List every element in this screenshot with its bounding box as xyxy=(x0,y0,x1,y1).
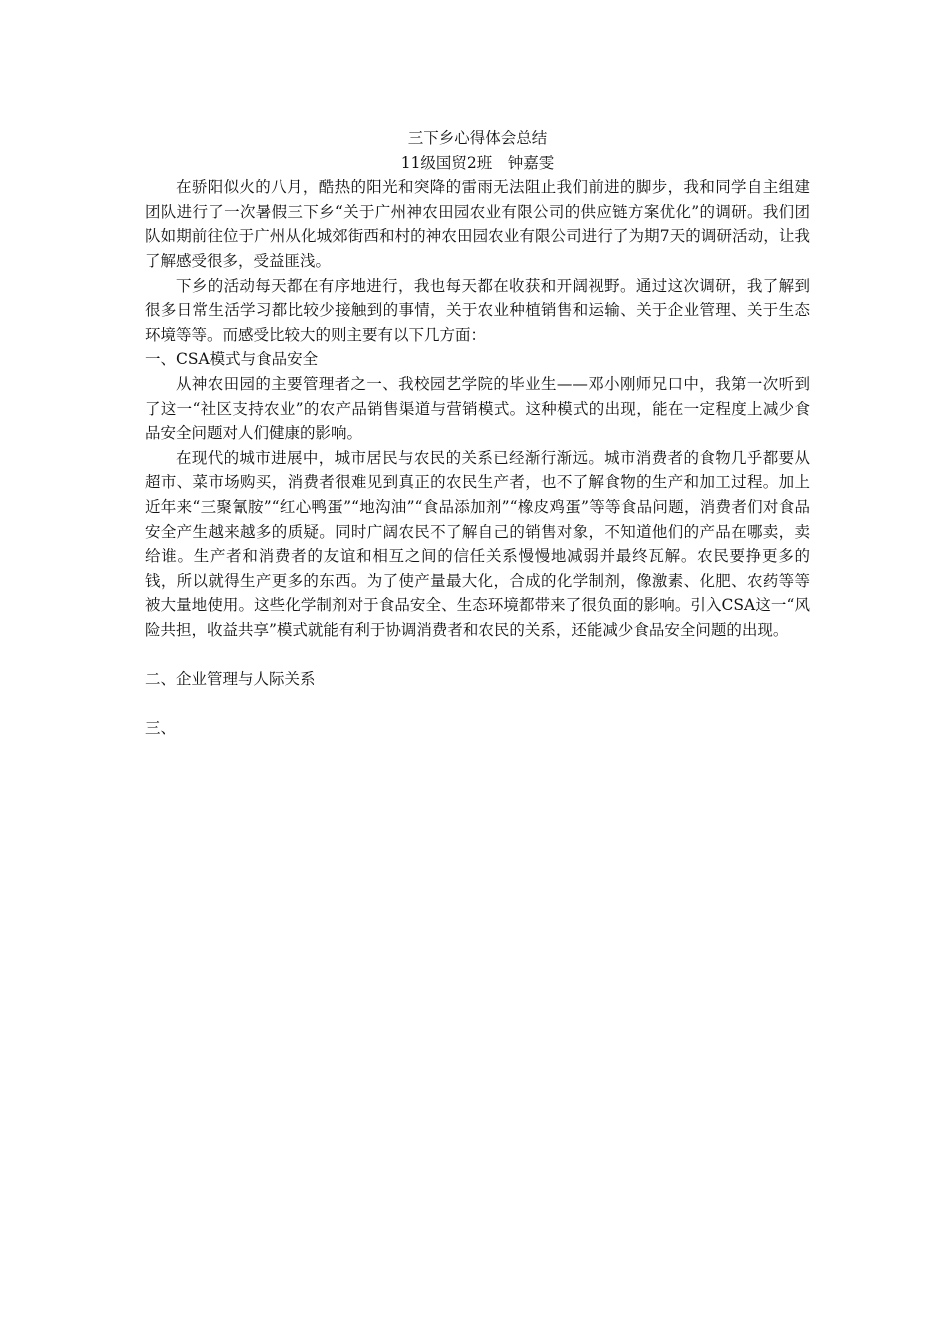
document-title: 三下乡心得体会总结 xyxy=(407,129,548,147)
section-1-paragraph-2: 在现代的城市进展中，城市居民与农民的关系已经渐行渐远。城市消费者的食物几乎都要从超市、菜市场购买，消费者很难见到真正的农民生产者，也不了解食物的生产和加工过程。加上近年来“三聚氰胺”“红心鸭蛋”“地沟油”“食品添加剂”“橡皮鸡蛋”等等食品问题，消费者们对食品安全产生越来越多的质疑。同时广阔农民不了解自己的销售对象，不知道他们的产品在哪卖，卖给谁。生产者和消费者的友谊和相互之间的信任关系慢慢地减弱并最终瓦解。农民要挣更多的钱，所以就得生产更多的东西。为了使产量最大化，合成的化学制剂，像激素、化肥、农药等等被大量地使用。这些化学制剂对于食品安全、生态环境都带来了很负面的影响。引入CSA这一“风险共担，收益共享”模式就能有利于协调消费者和农民的关系，还能减少食品安全问题的出现。 xyxy=(145,448,810,639)
intro-paragraph-1: 在骄阳似火的八月，酷热的阳光和突降的雷雨无法阻止我们前进的脚步，我和同学自主组建团队进行了一次暑假三下乡“关于广州神农田园农业有限公司的供应链方案优化”的调研。我们团队如期前往位于广州从化城郊街西和村的神农田园农业有限公司进行了为期7天的调研活动，让我了解感受很多，受益匪浅。 xyxy=(145,178,810,270)
section-3-heading: 三、 xyxy=(145,719,177,738)
section-1-heading: 一、CSA模式与食品安全 xyxy=(145,350,319,369)
section-2-heading: 二、企业管理与人际关系 xyxy=(145,670,316,689)
section-1-paragraph-1: 从神农田园的主要管理者之一、我校园艺学院的毕业生——邓小刚师兄口中，我第一次听到了这一“社区支持农业”的农产品销售渠道与营销模式。这种模式的出现，能在一定程度上减少食品安全问题对人们健康的影响。 xyxy=(145,374,810,443)
intro-paragraph-2: 下乡的活动每天都在有序地进行，我也每天都在收获和开阔视野。通过这次调研，我了解到很多日常生活学习都比较少接触到的事情，关于农业种植销售和运输、关于企业管理、关于生态环境等等。而感受比较大的则主要有以下几方面： xyxy=(145,276,810,344)
blank-line xyxy=(145,642,810,667)
document-author: 11级国贸2班 钟嘉雯 xyxy=(400,153,555,172)
blank-line xyxy=(145,692,810,717)
document-page xyxy=(145,126,810,741)
